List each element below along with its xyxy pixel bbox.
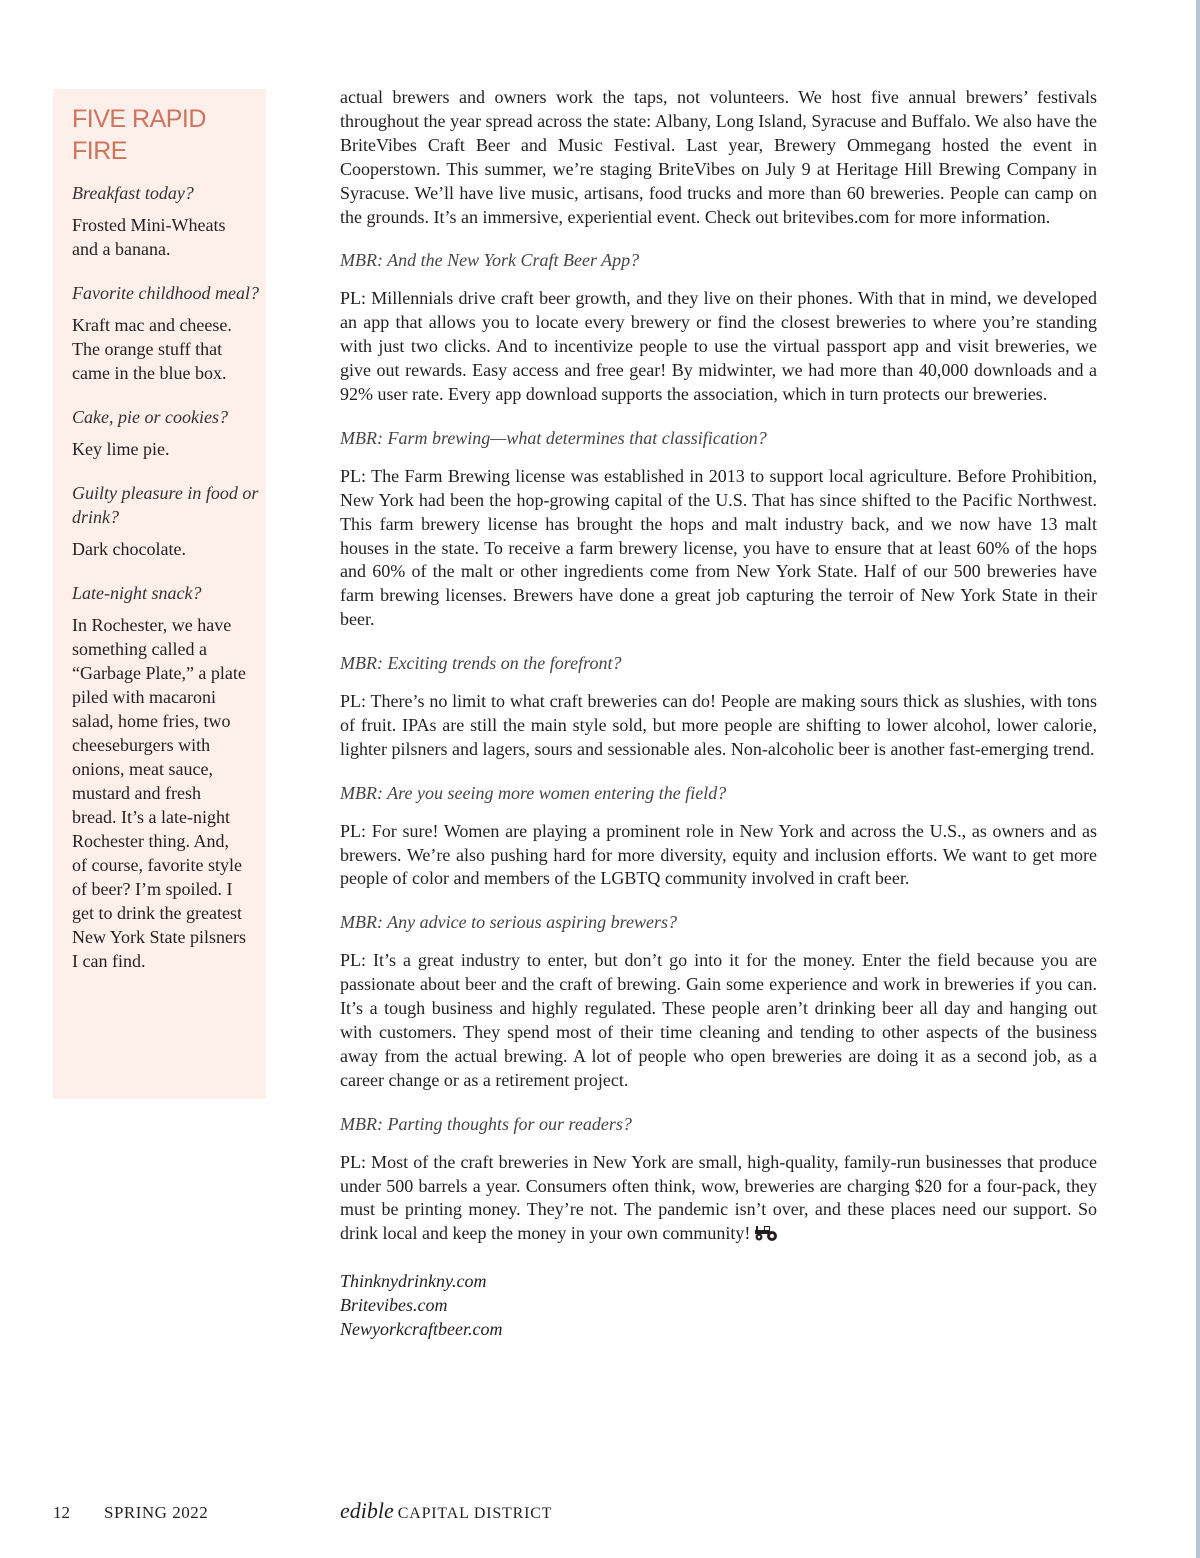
sidebar-answer: Dark chocolate.: [72, 539, 186, 559]
sidebar-question: Late-night snack?: [72, 583, 202, 603]
interview-question: MBR: Farm brewing—what determines that classification?: [340, 427, 767, 448]
interview-answer: PL: The Farm Brewing license was established in 2013 to support local agriculture. Before Prohibition, New York had been the hop-growing capital of the U.S. That has since shifted to the Pacific Northwest. This farm brewery license has brought the hops and malt industry back, and we now have 13 malt houses in the state. To receive a farm brewery license, you have to ensure that at least 60% of the hops and 60% of the malt or other ingredients come from New York State. Half of our 500 breweries have farm brewing licenses. Brewers have done a great job capturing the terroir of New York State in their beer.: [340, 465, 1097, 630]
sidebar-answer: Frosted Mini-Wheats and a banana.: [72, 215, 226, 259]
sidebar-question: Favorite childhood meal?: [72, 283, 259, 303]
brand-capital-district: CAPITAL DISTRICT: [397, 1505, 553, 1522]
interview-question: MBR: Any advice to serious aspiring brewers?: [340, 912, 677, 933]
interview-question: MBR: Are you seeing more women entering the field?: [340, 782, 727, 803]
rapid-fire-sidebar: [53, 89, 266, 1099]
article-body: [340, 86, 1097, 1341]
final-answer-text: PL: Most of the craft breweries in New York are small, high-quality, family-run businesses that produce under 500 barrels a year. Consumers often think, wow, breweries are charging $20 for a four-pack, they must be printing money. They’re not. The pandemic isn’t over, and these places need our support. So drink local and keep the money in your own community!: [340, 1151, 1097, 1244]
sidebar-answer: Key lime pie.: [72, 439, 170, 459]
sidebar-answer: Kraft mac and cheese. The orange stuff that came in the blue box.: [72, 315, 232, 383]
page-edge: [1196, 0, 1200, 1558]
interview-question: MBR: Exciting trends on the forefront?: [340, 653, 622, 674]
sidebar-question: Guilty pleasure in food or drink?: [72, 483, 259, 527]
sidebar-title: FIVE RAPID FIRE: [72, 105, 206, 165]
link-newyorkcraftbeer: Newyorkcraftbeer.com: [340, 1319, 503, 1340]
tractor-icon: [754, 1224, 778, 1249]
link-thinknydrinkny: Thinknydrinkny.com: [340, 1271, 487, 1292]
page-number: 12: [53, 1503, 70, 1522]
interview-answer: PL: It’s a great industry to enter, but don’t go into it for the money. Enter the field because you are passionate about beer and the craft of brewing. Gain some experience and work in breweries if you can. It’s a tough business and highly regulated. These people aren’t drinking beer all day and hanging out with customers. They spend most of their time cleaning and tending to other aspects of the business away from the actual brewing. A lot of people who open breweries are doing it as a second job, as a career change or as a retirement project.: [340, 950, 1097, 1090]
page-footer: [53, 1498, 753, 1525]
interview-answer: PL: For sure! Women are playing a prominent role in New York and across the U.S., as owners and as brewers. We’re also pushing hard for more diversity, equity and inclusion efforts. We want to get more people of color and members of the LGBTQ community involved in craft beer.: [340, 820, 1097, 889]
interview-question: MBR: And the New York Craft Beer App?: [340, 250, 640, 271]
interview-answer: PL: Millennials drive craft beer growth, and they live on their phones. With that in mind, we developed an app that allows you to locate every brewery or find the closest breweries to where you’re standing with just two clicks. And to incentivize people to use the virtual passport app and visit breweries, we give out rewards. Easy access and free gear! By midwinter, we had more than 40,000 downloads and a 92% user rate. Every app download supports the association, which in turn protects our breweries.: [340, 288, 1097, 404]
link-britevibes: Britevibes.com: [340, 1295, 448, 1316]
interview-question: MBR: Parting thoughts for our readers?: [340, 1113, 632, 1134]
interview-answer: [340, 1151, 1097, 1250]
issue-season: SPRING 2022: [104, 1503, 209, 1522]
sidebar-question: Breakfast today?: [72, 183, 194, 203]
brand-edible: edible: [340, 1498, 394, 1523]
article-paragraph: actual brewers and owners work the taps, not volunteers. We host five annual brewers’ festivals throughout the year spread across the state: Albany, Long Island, Syracuse and Buffalo. We also have the BriteVibes Craft Beer and Music Festival. Last year, Brewery Ommegang hosted the event in Cooperstown. This summer, we’re staging BriteVibes on July 9 at Heritage Hill Brewing Company in Syracuse. We’ll have live music, artisans, food trucks and more than 60 breweries. People can camp on the grounds. It’s an immersive, experiential event. Check out britevibes.com for more information.: [340, 87, 1097, 227]
sidebar-question: Cake, pie or cookies?: [72, 407, 228, 427]
magazine-brand: [340, 1499, 552, 1526]
interview-answer: PL: There’s no limit to what craft breweries can do! People are making sours thick as slushies, with tons of fruit. IPAs are still the main style sold, but more people are shifting to lower alcohol, lower calorie, lighter pilsners and lagers, sours and sessionable ales. Non-alcoholic beer is another fast-emerging trend.: [340, 691, 1097, 759]
reference-links: [340, 1269, 1097, 1341]
sidebar-answer: In Rochester, we have something called a “Garbage Plate,” a plate piled with macaroni salad, home fries, two cheeseburgers with onions, meat sauce, mustard and fresh bread. It’s a late-night Rochester thing. And, of course, favorite style of beer? I’m spoiled. I get to drink the greatest New York State pilsners I can find.: [72, 615, 246, 971]
